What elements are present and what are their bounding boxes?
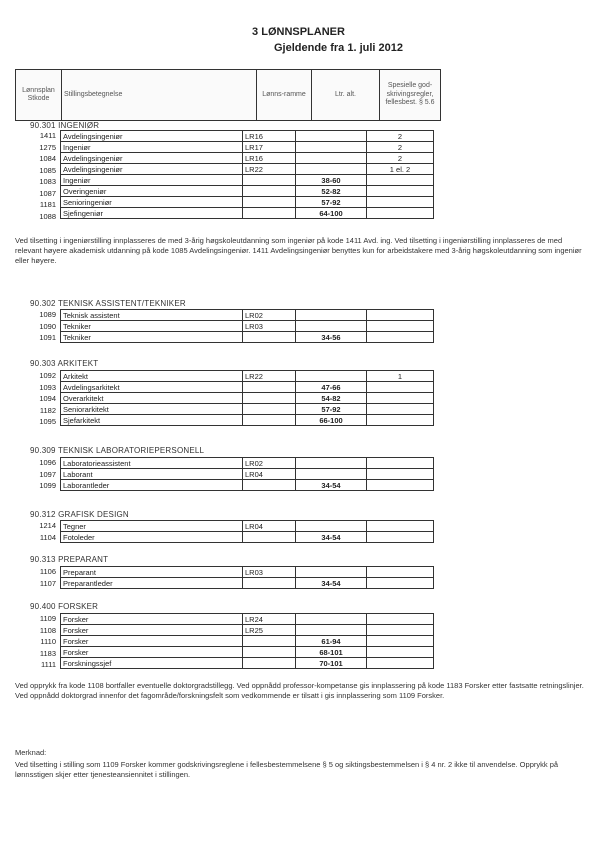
section-table bbox=[60, 370, 434, 426]
cell-ltr bbox=[296, 371, 367, 382]
table-row bbox=[61, 310, 434, 321]
header-stillingsbetegnelse: Stillingsbetegnelse bbox=[62, 70, 257, 120]
cell-ltr bbox=[296, 321, 367, 332]
cell-spes bbox=[367, 567, 434, 578]
section-table bbox=[60, 613, 434, 669]
cell-spes bbox=[367, 458, 434, 469]
cell-ltr bbox=[296, 469, 367, 480]
row-code: 1092 bbox=[39, 371, 56, 380]
cell-ltr: 54-82 bbox=[296, 393, 367, 404]
cell-ltr: 64-100 bbox=[296, 208, 367, 219]
cell-name: Seniorarkitekt bbox=[61, 404, 243, 415]
cell-ltr: 34-54 bbox=[296, 578, 367, 589]
cell-ltr: 66-100 bbox=[296, 415, 367, 426]
row-code: 1411 bbox=[39, 131, 56, 140]
cell-spes bbox=[367, 321, 434, 332]
cell-ltr bbox=[296, 153, 367, 164]
document-title: 3 LØNNSPLANER bbox=[252, 26, 345, 38]
cell-spes bbox=[367, 415, 434, 426]
row-code: 1096 bbox=[39, 458, 56, 467]
row-code: 1106 bbox=[39, 567, 56, 576]
cell-spes: 1 el. 2 bbox=[367, 164, 434, 175]
cell-name: Preparant bbox=[61, 567, 243, 578]
remarks-text: Ved tilsetting i stilling som 1109 Forsker kommer godskrivingsreglene i fellesbestemmelsene § 5 og siktingsbestemmelsen i § 4 nr. 2 ikke til anvendelse. Opprykk på lønnsstigen skjer etter tjenesteansiennitet i stillingen. bbox=[15, 760, 559, 779]
cell-ramme bbox=[243, 393, 296, 404]
cell-name: Overingeniør bbox=[61, 186, 243, 197]
cell-ramme: LR17 bbox=[243, 142, 296, 153]
cell-spes bbox=[367, 404, 434, 415]
cell-name: Forskningssjef bbox=[61, 658, 243, 669]
cell-ltr: 38-60 bbox=[296, 175, 367, 186]
section-title: 90.302 TEKNISK ASSISTENT/TEKNIKER bbox=[30, 299, 186, 308]
cell-spes bbox=[367, 636, 434, 647]
cell-ramme: LR02 bbox=[243, 458, 296, 469]
section-note: Ved tilsetting i ingeniørstilling innplasseres de med 3-årig høgskoleutdanning som ingeniør på kode 1411 Avd. ing. Ved tilsetting i ingeniørstilling innplasseres de med relevant høyere akademisk utdanning på kode 1085 Avdelingsingeniør. 1411 Avdelingsingeniør benyttes kun for arbeidstakere med 3-årig høgskoleutdanning som ingeniør eller høyere. bbox=[15, 236, 582, 265]
row-code: 1097 bbox=[39, 469, 56, 479]
table-row bbox=[61, 131, 434, 142]
section-title: 90.309 TEKNISK LABORATORIEPERSONELL bbox=[30, 446, 205, 455]
cell-name: Ingeniør bbox=[61, 175, 243, 186]
table-row bbox=[61, 153, 434, 164]
row-code: 1093 bbox=[39, 382, 56, 392]
row-code: 1107 bbox=[39, 578, 56, 588]
cell-ltr bbox=[296, 625, 367, 636]
section-title: 90.301 INGENIØR bbox=[30, 121, 100, 130]
cell-ramme: LR24 bbox=[243, 614, 296, 625]
cell-ramme: LR16 bbox=[243, 131, 296, 142]
cell-spes: 1 bbox=[367, 371, 434, 382]
cell-ramme bbox=[243, 578, 296, 589]
cell-name: Senioringeniør bbox=[61, 197, 243, 208]
cell-name: Tegner bbox=[61, 521, 243, 532]
section-title: 90.312 GRAFISK DESIGN bbox=[30, 510, 129, 519]
cell-name: Overarkitekt bbox=[61, 393, 243, 404]
cell-name: Tekniker bbox=[61, 332, 243, 343]
cell-ltr: 57-92 bbox=[296, 197, 367, 208]
cell-spes: 2 bbox=[367, 131, 434, 142]
cell-ltr bbox=[296, 164, 367, 175]
row-code: 1275 bbox=[39, 142, 56, 152]
cell-ramme bbox=[243, 382, 296, 393]
cell-spes bbox=[367, 521, 434, 532]
cell-ramme bbox=[243, 186, 296, 197]
row-code: 1181 bbox=[39, 200, 56, 209]
cell-spes bbox=[367, 382, 434, 393]
cell-name: Forsker bbox=[61, 647, 243, 658]
row-code: 1090 bbox=[39, 321, 56, 331]
cell-ltr: 34-54 bbox=[296, 532, 367, 543]
cell-ltr: 68-101 bbox=[296, 647, 367, 658]
cell-ltr bbox=[296, 458, 367, 469]
cell-name: Forsker bbox=[61, 636, 243, 647]
cell-spes bbox=[367, 578, 434, 589]
row-code: 1099 bbox=[39, 481, 56, 490]
column-header bbox=[15, 69, 441, 121]
cell-ltr: 61-94 bbox=[296, 636, 367, 647]
cell-name: Avdelingsarkitekt bbox=[61, 382, 243, 393]
cell-name: Avdelingsingeniør bbox=[61, 131, 243, 142]
cell-name: Laborantleder bbox=[61, 480, 243, 491]
section-title: 90.303 ARKITEKT bbox=[30, 359, 99, 368]
section-table bbox=[60, 130, 434, 219]
cell-name: Avdelingsingeniør bbox=[61, 153, 243, 164]
table-row bbox=[61, 469, 434, 480]
cell-name: Fotoleder bbox=[61, 532, 243, 543]
cell-ltr: 57-92 bbox=[296, 404, 367, 415]
table-row bbox=[61, 197, 434, 208]
row-code: 1183 bbox=[39, 648, 56, 658]
cell-ramme: LR22 bbox=[243, 164, 296, 175]
row-code: 1088 bbox=[39, 211, 56, 221]
table-row bbox=[61, 404, 434, 415]
cell-ltr: 34-54 bbox=[296, 480, 367, 491]
cell-ltr bbox=[296, 131, 367, 142]
cell-spes bbox=[367, 625, 434, 636]
table-row bbox=[61, 164, 434, 175]
cell-name: Sjefingeniør bbox=[61, 208, 243, 219]
row-code: 1109 bbox=[39, 614, 56, 623]
cell-ltr: 70-101 bbox=[296, 658, 367, 669]
cell-ramme bbox=[243, 647, 296, 658]
section-table bbox=[60, 457, 434, 491]
table-row bbox=[61, 521, 434, 532]
table-row bbox=[61, 332, 434, 343]
row-code: 1091 bbox=[39, 333, 56, 342]
table-row bbox=[61, 614, 434, 625]
cell-name: Laboratorieassistent bbox=[61, 458, 243, 469]
row-code: 1214 bbox=[39, 521, 56, 530]
cell-ramme: LR04 bbox=[243, 469, 296, 480]
cell-name: Arkitekt bbox=[61, 371, 243, 382]
table-row bbox=[61, 458, 434, 469]
cell-ramme bbox=[243, 404, 296, 415]
cell-ltr bbox=[296, 614, 367, 625]
cell-ramme: LR04 bbox=[243, 521, 296, 532]
cell-name: Ingeniør bbox=[61, 142, 243, 153]
cell-spes bbox=[367, 532, 434, 543]
section-table bbox=[60, 309, 434, 343]
cell-name: Tekniker bbox=[61, 321, 243, 332]
cell-spes bbox=[367, 186, 434, 197]
cell-ltr bbox=[296, 521, 367, 532]
table-row bbox=[61, 142, 434, 153]
row-code: 1110 bbox=[40, 637, 56, 646]
cell-spes bbox=[367, 480, 434, 491]
row-code: 1104 bbox=[39, 532, 56, 542]
table-row bbox=[61, 636, 434, 647]
header-ltr-alt: Ltr. alt. bbox=[312, 70, 380, 120]
cell-ramme bbox=[243, 415, 296, 426]
header-stkode: Lønnsplan Stkode bbox=[16, 70, 62, 120]
cell-ramme bbox=[243, 197, 296, 208]
cell-name: Sjefarkitekt bbox=[61, 415, 243, 426]
remarks-heading: Merknad: bbox=[15, 748, 47, 757]
table-row bbox=[61, 647, 434, 658]
cell-name: Preparantleder bbox=[61, 578, 243, 589]
table-row bbox=[61, 186, 434, 197]
table-row bbox=[61, 393, 434, 404]
cell-ltr bbox=[296, 310, 367, 321]
table-row bbox=[61, 532, 434, 543]
cell-ramme bbox=[243, 658, 296, 669]
cell-ramme bbox=[243, 208, 296, 219]
table-row bbox=[61, 321, 434, 332]
cell-ramme: LR22 bbox=[243, 371, 296, 382]
cell-ramme bbox=[243, 636, 296, 647]
cell-spes bbox=[367, 658, 434, 669]
cell-spes bbox=[367, 175, 434, 186]
table-row bbox=[61, 382, 434, 393]
row-code: 1108 bbox=[39, 625, 56, 635]
cell-ramme: LR02 bbox=[243, 310, 296, 321]
section-title: 90.313 PREPARANT bbox=[30, 555, 109, 564]
table-row bbox=[61, 175, 434, 186]
cell-name: Teknisk assistent bbox=[61, 310, 243, 321]
document-subtitle: Gjeldende fra 1. juli 2012 bbox=[274, 42, 403, 54]
row-code: 1084 bbox=[39, 154, 56, 163]
cell-ramme: LR03 bbox=[243, 321, 296, 332]
cell-ltr bbox=[296, 142, 367, 153]
table-row bbox=[61, 578, 434, 589]
cell-spes: 2 bbox=[367, 153, 434, 164]
cell-spes bbox=[367, 332, 434, 343]
cell-ltr: 47-66 bbox=[296, 382, 367, 393]
cell-ramme: LR03 bbox=[243, 567, 296, 578]
header-lonnsramme: Lønns-ramme bbox=[257, 70, 312, 120]
cell-ltr: 52-82 bbox=[296, 186, 367, 197]
row-code: 1083 bbox=[39, 177, 56, 186]
cell-ltr bbox=[296, 567, 367, 578]
cell-ramme bbox=[243, 175, 296, 186]
row-code: 1182 bbox=[39, 405, 56, 415]
table-row bbox=[61, 415, 434, 426]
table-row bbox=[61, 658, 434, 669]
row-code: 1094 bbox=[39, 394, 56, 403]
cell-ramme: LR16 bbox=[243, 153, 296, 164]
row-code: 1089 bbox=[39, 310, 56, 319]
section-table bbox=[60, 520, 434, 543]
section-note: Ved opprykk fra kode 1108 bortfaller eventuelle doktorgradstillegg. Ved oppnådd professor-kompetanse gis innplassering på kode 1183 Forsker etter fastsatte retningslinjer. Ved oppnådd doktorgrad innenfor det fagområde/forskningsfelt som vedkommende er tilsatt i gis innplassering som 1109 Forsker. bbox=[15, 681, 584, 700]
cell-spes bbox=[367, 393, 434, 404]
cell-name: Laborant bbox=[61, 469, 243, 480]
row-code: 1085 bbox=[39, 165, 56, 175]
cell-spes bbox=[367, 614, 434, 625]
cell-ramme bbox=[243, 532, 296, 543]
cell-ramme: LR25 bbox=[243, 625, 296, 636]
header-spesielle-regler: Spesielle god-skrivingsregler, fellesbest. § 5.6 bbox=[385, 82, 435, 107]
section-table bbox=[60, 566, 434, 589]
row-code: 1111 bbox=[40, 660, 56, 669]
cell-ramme bbox=[243, 480, 296, 491]
row-code: 1095 bbox=[39, 417, 56, 426]
cell-spes: 2 bbox=[367, 142, 434, 153]
table-row bbox=[61, 480, 434, 491]
table-row bbox=[61, 371, 434, 382]
cell-ltr: 34-56 bbox=[296, 332, 367, 343]
cell-ramme bbox=[243, 332, 296, 343]
cell-spes bbox=[367, 647, 434, 658]
table-row bbox=[61, 625, 434, 636]
table-row bbox=[61, 208, 434, 219]
cell-name: Forsker bbox=[61, 625, 243, 636]
section-title: 90.400 FORSKER bbox=[30, 602, 99, 611]
cell-spes bbox=[367, 310, 434, 321]
cell-spes bbox=[367, 469, 434, 480]
cell-name: Avdelingsingeniør bbox=[61, 164, 243, 175]
cell-spes bbox=[367, 197, 434, 208]
table-row bbox=[61, 567, 434, 578]
cell-name: Forsker bbox=[61, 614, 243, 625]
cell-spes bbox=[367, 208, 434, 219]
row-code: 1087 bbox=[39, 188, 56, 198]
